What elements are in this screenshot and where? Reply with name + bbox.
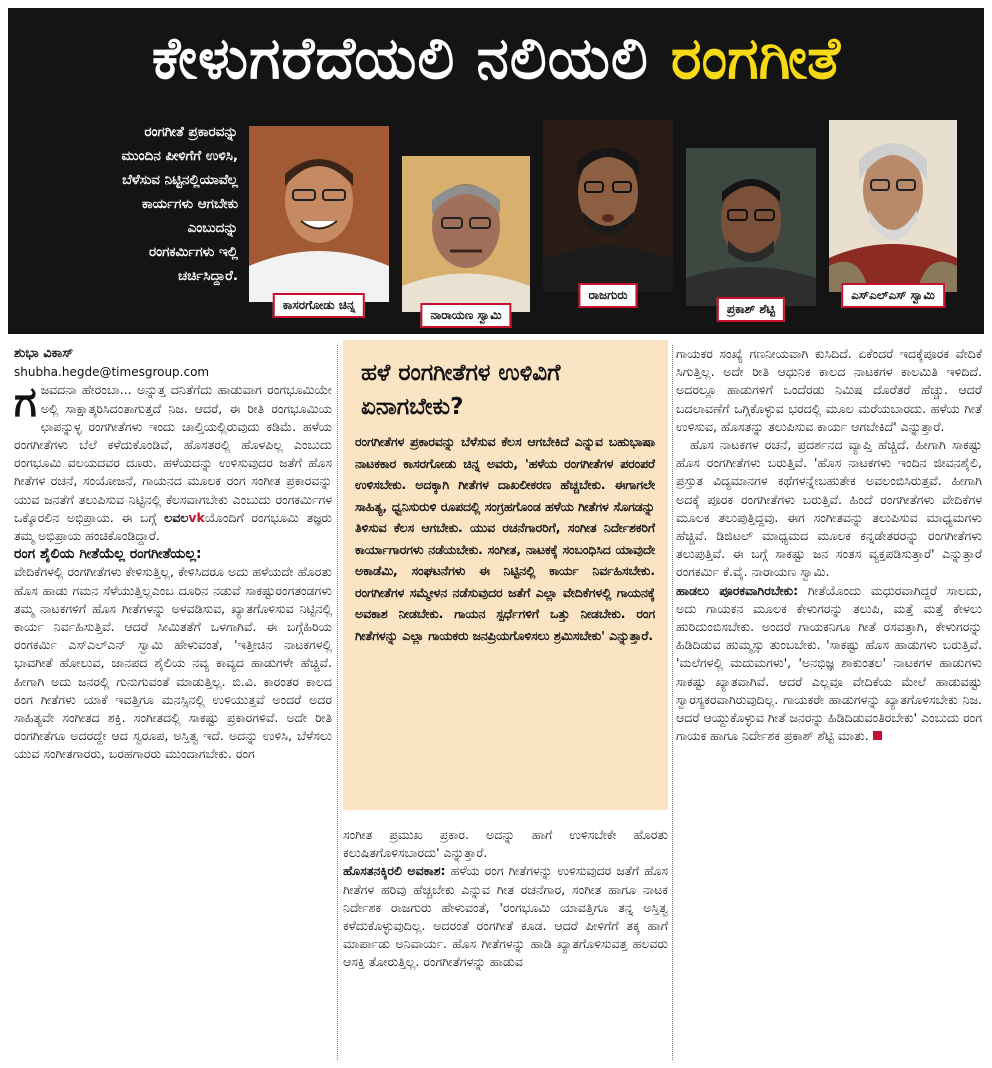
byline-author: ಶುಭಾ ವಿಕಾಸ್ (14, 346, 74, 361)
person-prakash-shetty (686, 148, 816, 316)
intro-line: ಕಾರ್ಯಗಳು ಆಗಬೇಕು (141, 196, 238, 212)
portrait-photo (249, 126, 389, 302)
intro-line: ಮುಂದಿನ ಪೀಳಿಗೆಗೆ ಉಳಿಸಿ, (121, 148, 238, 164)
person-caption: ರಾಜಗುರು (578, 283, 637, 308)
intro-line: ಎಂಬುದನ್ನು (187, 220, 238, 236)
sidebar-text: ರಂಗಗೀತೆಗಳ ಪ್ರಕಾರವನ್ನು ಬೆಳೆಸುವ ಕೆಲಸ ಆಗಬೇಕಿದೆ ಎನ್ನುವ ಬಹುಭಾಷಾ ನಾಟಕಕಾರ ಕಾಸರಗೋಡು ಚಿನ್ನ ಅವರು, 'ಹಳೆಯ ರಂಗಗೀತೆಗಳ ಪರಂಪರೆ ಉಳಿಸಬೇಕು. ಅದಕ್ಕಾಗಿ ಗೀತೆಗಳ ದಾಖಲೀಕರಣ ಹೆಚ್ಚಬೇಕು. ಈಗಾಗಲೇ ಸಾಹಿತ್ಯ, ಧ್ವನಿಸುರುಳಿ ರೂಪದಲ್ಲಿ ಸಂಗ್ರಹಗೊಂಡ ಹಳೆಯ ಗೀತೆಗಳ ಸೊಗಡನ್ನು ತಿಳಿಸುವ ಕೆಲಸ ಆಗಬೇಕು. ಯುವ ರಚನೆಗಾರರಿಗೆ, ಸಂಗೀತ ನಿರ್ದೇಶಕರಿಗೆ ಕಾರ್ಯಾಗಾರಗಳು ನಡೆಯಬೇಕು. ಸಂಗೀತ, ನಾಟಕಕ್ಕೆ ಸಂಬಂಧಿಸಿದ ಯಾವುದೇ ಅಕಾಡೆಮಿ, ಸಂಘಟನೆಗಳು ಈ ನಿಟ್ಟಿನಲ್ಲಿ ಕಾರ್ಯ ನಿರ್ವಹಿಸಬೇಕು. ರಂಗಗೀತೆಗಳ ಸಮ್ಮೇಳನ ನಡೆಸುವುದರ ಜತೆಗೆ ಎಲ್ಲಾ ವೇದಿಕೆಗಳಲ್ಲಿ ಗಾಯನಕ್ಕೆ ಅವಕಾಶ ನೀಡಬೇಕು. ಗಾಯನ ಸ್ಪರ್ಧೆಗಳಿಗೆ ಒತ್ತು ನೀಡಬೇಕು. ರಂಗ ಗೀತೆಗಳನ್ನು ಎಲ್ಲಾ ಗಾಯಕರು ಜನಪ್ರಿಯಗೊಳಿಸಲು ಶ್ರಮಿಸಬೇಕು' ಎನ್ನುತ್ತಾರೆ. (355, 435, 655, 643)
portrait-photo (686, 148, 816, 306)
person-rajaguru (543, 120, 673, 302)
subheading: ಹಾಡಲು ಪೂರಕವಾಗಿರಬೇಕು: (676, 582, 799, 598)
byline-email: shubha.hegde@timesgroup.com (14, 365, 210, 380)
intro-line: ರಂಗಕರ್ಮಿಗಳು ಇಲ್ಲಿ (148, 244, 238, 260)
headline-main: ಕೇಳುಗರೆದೆಯಲಿ ನಲಿಯಲಿ (151, 23, 649, 92)
end-mark (873, 731, 882, 740)
subheading: ರಂಗ ಶೈಲಿಯ ಗೀತೆಯೆಲ್ಲ ರಂಗಗೀತೆಯಲ್ಲ: (14, 546, 202, 563)
person-caption: ಪ್ರಕಾಶ್ ಶೆಟ್ಟಿ (717, 297, 785, 322)
sidebar-title: ಹಳೆ ರಂಗಗೀತೆಗಳ ಉಳಿವಿಗೆ ಏನಾಗಬೇಕು? (361, 360, 561, 420)
paragraph (676, 582, 982, 746)
brand-prefix: ಲವಲ (164, 509, 189, 525)
intro-line: ಬೆಳೆಸುವ ನಿಟ್ಟಿನಲ್ಲಿಯಾವೆಲ್ಲ (122, 172, 238, 188)
paragraph-text: ಗೀತೆಯೊಂದು ಮಧುರವಾಗಿದ್ದರೆ ಸಾಲದು, ಅದು ಗಾಯಕನ ಮೂಲಕ ಕೇಳುಗರನ್ನು ತಲುಪಿ, ಮತ್ತೆ ಮತ್ತೆ ಕೇಳಲು ಹುರಿದುಂಬಿಸಬೇಕು. ಅಂದರೆ ಗಾಯಕನಿಗೂ ಗೀತೆ ರಸವತ್ತಾಗಿ, ಕೇಳುಗರನ್ನು ಹಿಡಿದಿಡುವ ಹುಮ್ಮಸ್ಸು ತುಂಬಬೇಕು. 'ಸಾಕಷ್ಟು ಹೊಸ ಹಾಡುಗಳು ಬರುತ್ತಿವೆ. 'ಮಲೆಗಳಲ್ಲಿ ಮದುಮಗಳು', 'ಅನಭಿಜ್ಞ ಶಾಕುಂತಲ' ನಾಟಕಗಳ ಹಾಡುಗಳು ಸಾಕಷ್ಟು ಖ್ಯಾತವಾಗಿವೆ. ಆದರೆ ಎಲ್ಲವೂ ವೇದಿಕೆಯ ಮೇಲೆ ಹಾಡುವಷ್ಟು ಸ್ವಾರಸ್ಯಕರವಾಗಿರುವುದಿಲ್ಲ. ಗಾಯಕರೇ ಹಾಡುಗಳನ್ನು ಖ್ಯಾತಗೊಳಿಸಬೇಕು ನಿಜ. ಆದರೆ ಆಯ್ದುಕೊಳ್ಳುವ ಗೀತೆ ಜನರನ್ನು ಹಿಡಿದಿಡುವಂತಿರಬೇಕು' ಎಂಬುದು ರಂಗ ಗಾಯಕ ಹಾಗೂ ನಿರ್ದೇಶಕ ಪ್ರಕಾಶ್ ಶೆಟ್ಟಿ ಮಾತು. (676, 582, 982, 744)
intro-text (68, 120, 238, 288)
brand-vk: vk (188, 509, 205, 525)
sidebar-box (343, 340, 668, 810)
paragraph: ಹೊಸ ನಾಟಕಗಳ ರಚನೆ, ಪ್ರದರ್ಶನದ ವ್ಯಾಪ್ತಿ ಹೆಚ್ಚಿದೆ. ಹೀಗಾಗಿ ಸಾಕಷ್ಟು ಹೊಸ ರಂಗಗೀತೆಗಳು ಬರುತ್ತಿವೆ. 'ಹೊಸ ನಾಟಕಗಳು ಇಂದಿನ ಜೀವನಶೈಲಿ, ಪ್ರಸ್ತುತ ವಿದ್ಯಮಾನಗಳ ಕಥೆಗಳನ್ನೇಬಹುತೇಕ ಅವಲಂಬಿಸಿರುತ್ತವೆ. ಹೀಗಾಗಿ ಅದಕ್ಕೆ ಪೂರಕ ರಂಗಗೀತೆಗಳು ಬರುತ್ತಿವೆ. ಹಿಂದೆ ರಂಗಗೀತೆಗಳು ವೇದಿಕೆಗಳ ಮೂಲಕ ತಲುಪುತ್ತಿದ್ದವು. ಈಗ ಸಂಗೀತವನ್ನು ತಲುಪಿಸುವ ಮಾಧ್ಯಮಗಳು ಹೆಚ್ಚಿವೆ. ಡಿಜಿಟಲ್ ಮಾಧ್ಯಮದ ಮೂಲಕ ಕನ್ನಡೇತರರನ್ನು ರಂಗಗೀತೆಗಳು ತಲುಪುತ್ತಿವೆ. ಈ ಬಗ್ಗೆ ಸಾಕಷ್ಟು ಜನ ಸಂತಸ ವ್ಯಕ್ತಪಡಿಸುತ್ತಾರೆ' ಎನ್ನುತ್ತಾರೆ ರಂಗಕರ್ಮಿ ಕೆ.ವೈ. ನಾರಾಯಣ ಸ್ವಾಮಿ. (676, 437, 982, 580)
person-caption: ಎಸ್‌ಎಲ್‌ಎಸ್ ಸ್ವಾಮಿ (841, 283, 945, 308)
dropcap: ಗ (14, 377, 37, 427)
intro-line: ಚರ್ಚಿಸಿದ್ದಾರೆ. (178, 268, 238, 284)
lead-paragraph (14, 377, 332, 545)
subheading: ಹೊಸತನಕ್ಕಿರಲಿ ಅವಕಾಶ: (343, 863, 446, 879)
person-kasaragodu-chinna (249, 126, 389, 312)
paragraph: ಸಂಗೀತ ಪ್ರಮುಖ ಪ್ರಕಾರ. ಅದನ್ನು ಹಾಗೆ ಉಳಿಸಬೇಕೇ ಹೊರತು ಕಲುಷಿತಗೊಳಿಸಬಾರದು' ಎನ್ನುತ್ತಾರೆ. (343, 827, 668, 861)
person-caption: ಕಾಸರಗೋಡು ಚಿನ್ನ (273, 293, 365, 318)
headline-banner (8, 8, 984, 108)
paragraph: ಗಾಯಕರ ಸಂಖ್ಯೆ ಗಣನೀಯವಾಗಿ ಕುಸಿದಿದೆ. ಏಕೆಂದರೆ ಇದಕ್ಕೆಪೂರಕ ವೇದಿಕೆ ಸಿಗುತ್ತಿಲ್ಲ. ಅದೇ ರೀತಿ ಆಧುನಿಕ ಕಾಲದ ನಾಟಕಗಳ ಕಾಲಮಿತಿ ಇಳಿದಿದೆ. ಅದರಲ್ಲೂ ಹಾಡುಗಳಿಗೆ ಒಂದೆರಡು ನಿಮಿಷ ದೊರೆತರೆ ಹೆಚ್ಚು. ಆದರೆ ಬದಲಾವಣೆಗೆ ಒಗ್ಗಿಕೊಳ್ಳುವ ಭರದಲ್ಲಿ ಮೂಲ ಮರೆಯಬಾರದು. ಹಳೆಯ ಗೀತೆ ಉಳಿಸುವ, ಹೊಸತನ್ನು ತಲುಪಿಸುವ ಕಾರ್ಯ ಆಗಬೇಕಿದೆ' ಎನ್ನುತ್ತಾರೆ. (676, 346, 982, 434)
intro-line: ರಂಗಗೀತೆ ಪ್ರಕಾರವನ್ನು (144, 124, 238, 140)
article-column-2 (343, 826, 668, 972)
portrait-photo (402, 156, 530, 312)
intro-band (8, 108, 984, 334)
paragraph: ವೇದಿಕೆಗಳಲ್ಲಿ ರಂಗಗೀತೆಗಳು ಕೇಳಿಸುತ್ತಿಲ್ಲ, ಕೇಳಿಸಿದರೂ ಅದು ಹಳೆಯದೇ ಹೊರತು ಹೊಸ ಹಾಡು ಗಮನ ಸೆಳೆಯುತ್ತಿಲ್ಲಎಂಬ ದೂರಿನ ನಡುವೆ ಸಾಕಷ್ಟುರಂಗತಂಡಗಳು ತಮ್ಮ ನಾಟಕಗಳಿಗೆ ಹೊಸ ಗೀತೆಗಳನ್ನು ಅಳವಡಿಸುವ, ಖ್ಯಾತಗೊಳಿಸುವ ನಿಟ್ಟಿನಲ್ಲಿ ಕಾರ್ಯ ನಿರ್ವಹಿಸುತ್ತಿವೆ. ಆದರೆ ಸೀಮಿತತೆಗೆ ಒಳಗಾಗಿವೆ. ಈ ಬಗ್ಗೆಹಿರಿಯ ರಂಗಕರ್ಮಿ ಎಸ್‌ಎಲ್‌ಎನ್ ಸ್ವಾಮಿ ಹೇಳುವಂತೆ, 'ಇತ್ತೀಚಿನ ನಾಟಕಗಳಲ್ಲಿ ಭಾವಗೀತೆ ಹೋಲುವ, ಜಾನಪದ ಶೈಲಿಯ ನವ್ಯ ಕಾವ್ಯದ ಹಾಡುಗಳೇ ಹೆಚ್ಚಿವೆ. ಹೀಗಾಗಿ ಅದು ಜನರಲ್ಲಿ ಗುನುಗುವಂತೆ ಮಾಡುತ್ತಿಲ್ಲ. ಬಿ.ವಿ. ಕಾರಂತರ ಕಾಲದ ರಂಗ ಗೀತೆಗಳು ಯಾಕೆ ಇವತ್ತಿಗೂ ಮನಸ್ಸಿನಲ್ಲಿ ಉಳಿಯುತ್ತವೆ ಅಂದರೆ ಅದರ ಸಾಹಿತ್ಯವೇ ಸಂಗೀತದ ಶಕ್ತಿ. ಸಂಗೀತದಲ್ಲಿ ಸಾಕಷ್ಟು ಪ್ರಕಾರಗಳಿವೆ. ಅದೇ ರೀತಿ ರಂಗಗೀತೆಗೂ ಅದರದ್ದೇ ಆದ ಸ್ವರೂಪ, ಅಸ್ತಿತ್ವ ಇದೆ. ಅದನ್ನು ಉಳಿಸಿ, ಬೆಳೆಸಲು ಯುವ ಸಂಗೀತಗಾರರು, ಬರಹಗಾರರು ಮುಂದಾಗಬೇಕು. ರಂಗ (14, 564, 332, 762)
paragraph-text: ಹಳೆಯ ರಂಗ ಗೀತೆಗಳನ್ನು ಉಳಿಸುವುದರ ಜತೆಗೆ ಹೊಸ ಗೀತೆಗಳ ಹರಿವು ಹೆಚ್ಚಬೇಕು ಎನ್ನುವ ಗೀತ ರಚನೆಗಾರ, ಸಂಗೀತ ಹಾಗೂ ನಾಟಕ ನಿರ್ದೇಶಕ ರಾಜಗುರು ಹೇಳುವಂತೆ, 'ರಂಗಭೂಮಿ ಯಾವತ್ತಿಗೂ ತನ್ನ ಅಸ್ತಿತ್ವ ಕಳೆದುಕೊಳ್ಳುವುದಿಲ್ಲ. ಅದರಂತೆ ರಂಗಗೀತೆ ಕೂಡ. ಆದರೆ ಪೀಳಿಗೆಗೆ ತಕ್ಕ ಹಾಗೆ ಮಾರ್ಪಾಡು ಅನಿವಾರ್ಯ. ಹೊಸ ಗೀತೆಗಳನ್ನು ಹಾಡಿ ಖ್ಯಾತಗೊಳಿಸುವತ್ತ ಹಲವರು ಆಸಕ್ತಿ ತೋರುತ್ತಿಲ್ಲ. ರಂಗಗೀತೆಗಳನ್ನು ಹಾಡುವ (343, 863, 668, 970)
person-narayana-swamy (402, 156, 530, 322)
paragraph-text: ಜವದನಾ ಹೇರಂಬಾ... ಅನ್ನುತ್ತ ದನಿತೆಗೆದು ಹಾಡುವಾಗ ರಂಗಭೂಮಿಯೇ ಅಲ್ಲಿ ಸಾಕ್ಷಾತ್ಕರಿಸಿದಂತಾಗುತ್ತದೆ ನಿಜ. ಆದರೆ, ಈ ರೀತಿ ರಂಗಭೂಮಿಯ ಛಾಪನ್ನುಳ್ಳ ರಂಗಗೀತೆಗಳು ಇಂದು ಚಾಲ್ತಿಯಲ್ಲಿರುವುದು ಕಡಿಮೆ. ಹಳೆಯ ರಂಗಗೀತೆಗಳು ಬೆಲೆ ಕಳೆದುಕೊಂಡಿವೆ, ಹೊಸತರಲ್ಲಿ ಹೊಳಪಿಲ್ಲ ಎಂಬುದು ರಂಗಭೂಮಿ ವಲಯದವರ ದೂರು. ಹಳೆಯದನ್ನು ಉಳಿಸುವುದರ ಜತೆಗೆ ಹೊಸ ಗೀತೆಗಳ ರಚನೆ, ಸಂಯೋಜನೆ, ಗಾಯನದ ಮೂಲಕ ರಂಗ ಸಂಗೀತ ಪ್ರಕಾರವನ್ನು ಯುವ ಜನತೆಗೆ ತಲುಪಿಸುವ ನಿಟ್ಟಿನಲ್ಲಿ ಕೆಲಸವಾಗಬೇಕು ಎಂಬುದು ರಂಗಕರ್ಮಿಗಳ ಒಕ್ಕೊರಲಿನ ಅಭಿಪ್ರಾಯ. ಈ ಬಗ್ಗೆ (14, 382, 332, 525)
paragraph-text: ಯೊಂದಿಗೆ ರಂಗಭೂಮಿ ತಜ್ಞರು ತಮ್ಮ ಅಭಿಪ್ರಾಯ ಹಂಚಿಕೊಂಡಿದ್ದಾರೆ. (14, 509, 332, 544)
article-column-3 (676, 345, 982, 745)
headline-accent: ರಂಗಗೀತೆ (670, 23, 841, 92)
paragraph (343, 862, 668, 971)
person-caption: ನಾರಾಯಣ ಸ್ವಾಮಿ (420, 303, 511, 328)
portrait-photo (543, 120, 673, 292)
article-column-1 (14, 345, 332, 764)
column-divider (337, 345, 338, 1060)
person-sls-swamy (829, 120, 957, 302)
column-divider (672, 345, 673, 1060)
portrait-photo (829, 120, 957, 292)
